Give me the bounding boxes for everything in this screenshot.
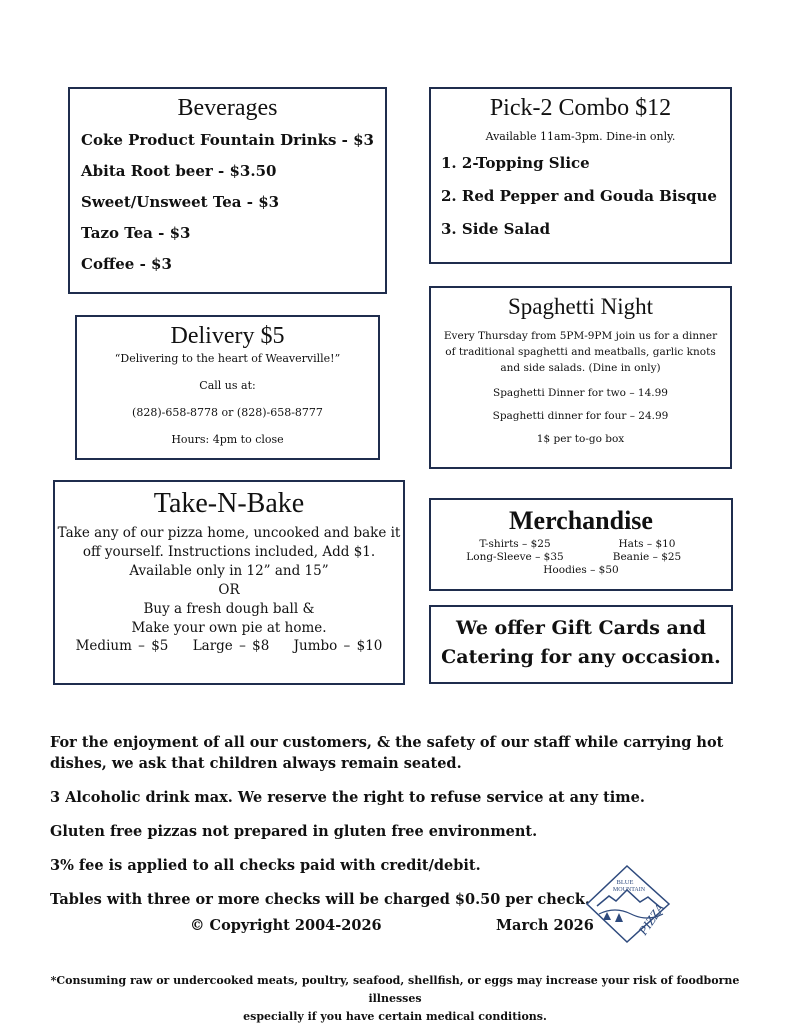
take-n-bake-line: Make your own pie at home. bbox=[131, 620, 327, 636]
pick2-title: Pick-2 Combo $12 bbox=[489, 95, 672, 121]
take-n-bake-line: Buy a fresh dough ball & bbox=[143, 601, 315, 617]
pick2-item: 1. 2-Topping Slice bbox=[441, 154, 590, 172]
delivery-tagline: “Delivering to the heart of Weaverville!” bbox=[114, 352, 341, 365]
take-n-bake-line: Available only in 12” and 15” bbox=[129, 563, 329, 579]
menu-date: March 2026 bbox=[496, 917, 594, 934]
disclaimer-line: *Consuming raw or undercooked meats, poultry, seafood, shellfish, or eggs may increase your risk of foodborne illnesses bbox=[50, 974, 740, 1005]
spaghetti-four: Spaghetti dinner for four – 24.99 bbox=[492, 410, 669, 422]
logo-text-blue: BLUE bbox=[616, 879, 634, 886]
price-jumbo: Jumbo – $10 bbox=[293, 638, 383, 654]
take-n-bake-prices bbox=[55, 638, 403, 654]
gift-cards-box bbox=[429, 605, 733, 684]
blue-mountain-pizza-logo bbox=[585, 862, 677, 946]
take-n-bake-line: off yourself. Instructions included, Add $1. bbox=[82, 544, 376, 560]
price-medium: Medium – $5 bbox=[75, 638, 169, 654]
merch-tshirts: T-shirts – $25 bbox=[479, 538, 551, 550]
spaghetti-two: Spaghetti Dinner for two – 14.99 bbox=[493, 387, 668, 399]
pick2-list bbox=[431, 153, 730, 239]
merchandise-grid bbox=[431, 538, 731, 563]
gift-text bbox=[431, 614, 731, 672]
spaghetti-title: Spaghetti Night bbox=[507, 294, 654, 319]
price-large: Large – $8 bbox=[192, 638, 270, 654]
beverages-title: Beverages bbox=[177, 95, 278, 121]
take-n-bake-or: OR bbox=[218, 582, 240, 598]
beverage-item: Sweet/Unsweet Tea - $3 bbox=[81, 193, 280, 211]
delivery-title: Delivery $5 bbox=[170, 323, 285, 349]
policy-item: Tables with three or more checks will be charged $0.50 per check. bbox=[50, 891, 590, 908]
beverage-item: Tazo Tea - $3 bbox=[81, 224, 191, 242]
pick2-combo-box bbox=[429, 87, 732, 264]
pick2-item: 2. Red Pepper and Gouda Bisque bbox=[441, 187, 717, 205]
delivery-hours: Hours: 4pm to close bbox=[171, 433, 284, 446]
delivery-box bbox=[75, 315, 380, 460]
policy-item: Gluten free pizzas not prepared in gluten free environment. bbox=[50, 823, 538, 840]
take-n-bake-line: Take any of our pizza home, uncooked and bake it bbox=[57, 525, 401, 541]
gift-line: We offer Gift Cards and bbox=[456, 617, 706, 639]
merchandise-title: Merchandise bbox=[509, 506, 653, 535]
spaghetti-night-box bbox=[429, 286, 732, 469]
merch-hats: Hats – $10 bbox=[618, 538, 676, 550]
merch-beanie: Beanie – $25 bbox=[612, 551, 682, 563]
logo-text-pizza: PIZZA bbox=[635, 900, 668, 938]
copyright: © Copyright 2004-2026 bbox=[190, 917, 382, 934]
beverage-item: Abita Root beer - $3.50 bbox=[81, 162, 277, 180]
spaghetti-description: Every Thursday from 5PM-9PM join us for a dinner of traditional spaghetti and meatballs, garlic knots and side salads. (Dine in only) bbox=[443, 330, 718, 374]
merch-hoodies: Hoodies – $50 bbox=[543, 564, 619, 576]
logo-text-mountain: MOUNTAIN bbox=[612, 887, 646, 893]
pick2-availability: Available 11am-3pm. Dine-in only. bbox=[485, 130, 676, 143]
disclaimer-line: especially if you have certain medical conditions. bbox=[243, 1010, 547, 1023]
beverages-list bbox=[70, 130, 385, 274]
merchandise-box bbox=[429, 498, 733, 591]
spaghetti-togo: 1$ per to-go box bbox=[536, 433, 625, 445]
beverages-box bbox=[68, 87, 387, 294]
gift-line: Catering for any occasion. bbox=[441, 646, 721, 668]
pick2-item: 3. Side Salad bbox=[441, 220, 551, 238]
policy-item: 3 Alcoholic drink max. We reserve the right to refuse service at any time. bbox=[50, 789, 645, 806]
policy-item: 3% fee is applied to all checks paid with credit/debit. bbox=[50, 857, 481, 874]
take-n-bake-box bbox=[53, 480, 405, 685]
beverage-item: Coke Product Fountain Drinks - $3 bbox=[81, 131, 374, 149]
merch-longsleeve: Long-Sleeve – $35 bbox=[466, 551, 564, 563]
take-n-bake-body bbox=[55, 524, 403, 638]
take-n-bake-title: Take-N-Bake bbox=[153, 488, 305, 519]
beverage-item: Coffee - $3 bbox=[81, 255, 172, 273]
policy-item: For the enjoyment of all our customers, & the safety of our staff while carrying hot dishes, we ask that children always remain seated. bbox=[50, 734, 724, 772]
food-safety-disclaimer bbox=[40, 972, 750, 1026]
delivery-call-label: Call us at: bbox=[199, 379, 256, 392]
delivery-phones: (828)-658-8778 or (828)-658-8777 bbox=[132, 406, 323, 419]
